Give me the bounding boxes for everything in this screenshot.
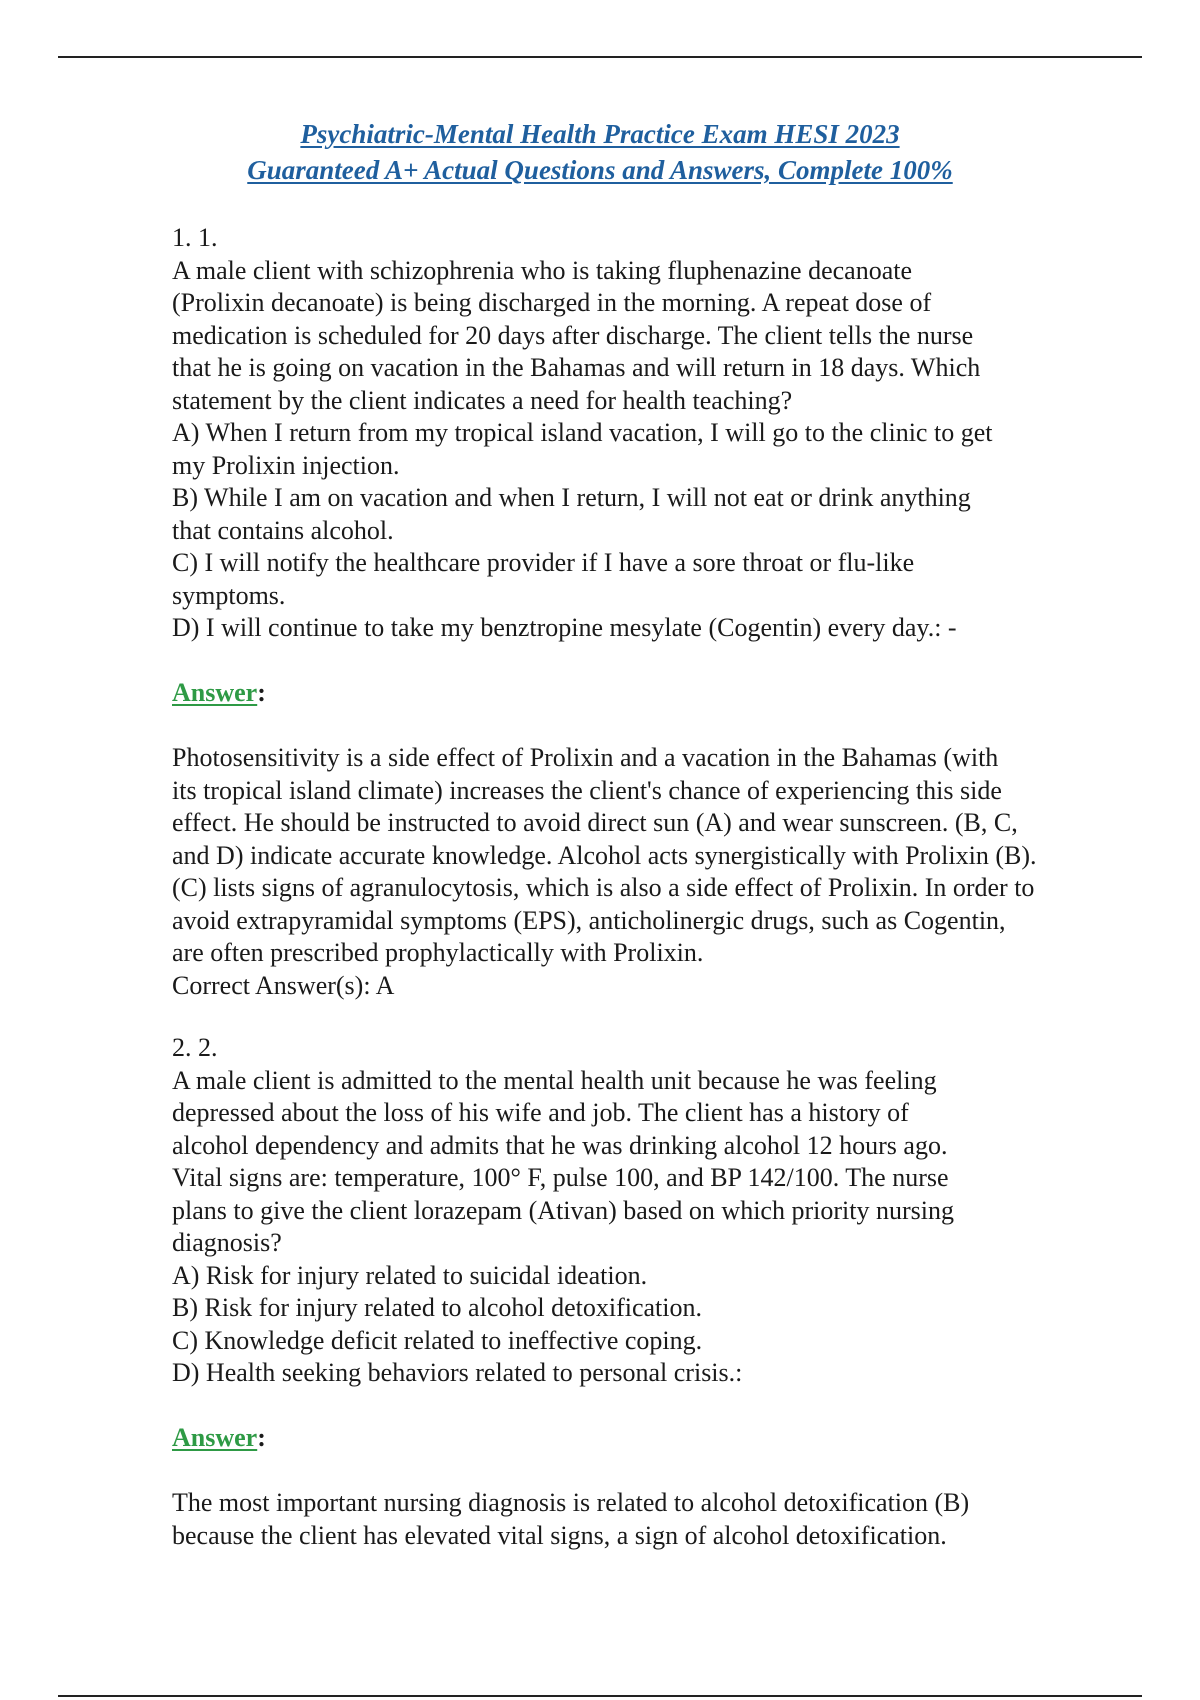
question-stem-line: A male client is admitted to the mental health unit because he was feeling [172, 1065, 937, 1095]
explanation-line: its tropical island climate) increases the client's chance of experiencing this side [172, 775, 1002, 805]
question-1 [172, 222, 1122, 1002]
spacer [172, 1455, 1122, 1488]
question-stem-line: alcohol dependency and admits that he was drinking alcohol 12 hours ago. [172, 1130, 948, 1160]
answer-label[interactable]: Answer [172, 1423, 258, 1452]
option-line: A) When I return from my tropical island vacation, I will go to the clinic to get [172, 418, 993, 447]
spacer [172, 710, 1122, 743]
question-stem-line: that he is going on vacation in the Bahamas and will return in 18 days. Which [172, 353, 981, 382]
question-stem-line: statement by the client indicates a need for health teaching? [172, 385, 793, 415]
explanation-line: The most important nursing diagnosis is related to alcohol detoxification (B) [172, 1488, 970, 1517]
option-line: A) Risk for injury related to suicidal ideation. [172, 1260, 648, 1290]
spacer [172, 645, 1122, 678]
explanation-line: and D) indicate accurate knowledge. Alcohol acts synergistically with Prolixin (B). [172, 840, 1037, 870]
question-stem-line: (Prolixin decanoate) is being discharged in the morning. A repeat dose of [172, 288, 932, 317]
explanation-line: Photosensitivity is a side effect of Prolixin and a vacation in the Bahamas (with [172, 743, 999, 772]
title-line-1[interactable]: Psychiatric-Mental Health Practice Exam HESI 2023 [300, 119, 900, 149]
option-line: B) While I am on vacation and when I return, I will not eat or drink anything [172, 483, 971, 512]
explanation-line: (C) lists signs of agranulocytosis, which is also a side effect of Prolixin. In order to [172, 873, 1035, 902]
explanation-line: effect. He should be instructed to avoid direct sun (A) and wear sunscreen. (B, C, [172, 808, 1018, 837]
question-stem-line: A male client with schizophrenia who is taking fluphenazine decanoate [172, 255, 913, 285]
bottom-rule [58, 1695, 1142, 1697]
explanation-line: avoid extrapyramidal symptoms (EPS), anticholinergic drugs, such as Cogentin, [172, 905, 1006, 935]
explanation-line: because the client has elevated vital signs, a sign of alcohol detoxification. [172, 1520, 947, 1550]
option-line: B) Risk for injury related to alcohol detoxification. [172, 1293, 702, 1322]
question-2 [172, 1032, 1122, 1552]
option-line: C) I will notify the healthcare provider if I have a sore throat or flu-like [172, 548, 915, 577]
question-stem-line: diagnosis? [172, 1228, 282, 1257]
answer-label[interactable]: Answer [172, 678, 258, 707]
option-line: C) Knowledge deficit related to ineffective coping. [172, 1325, 703, 1355]
option-line: my Prolixin injection. [172, 450, 400, 480]
answer-colon: : [257, 1423, 266, 1452]
question-stem-line: medication is scheduled for 20 days after discharge. The client tells the nurse [172, 320, 974, 350]
title-line-2[interactable]: Guaranteed A+ Actual Questions and Answers, Complete 100% [247, 155, 953, 185]
question-stem-line: depressed about the loss of his wife and job. The client has a history of [172, 1098, 909, 1127]
spacer [172, 1390, 1122, 1423]
answer-heading [172, 677, 1122, 710]
question-number: 2. 2. [172, 1033, 218, 1062]
question-number: 1. 1. [172, 223, 218, 252]
question-stem-line: Vital signs are: temperature, 100° F, pulse 100, and BP 142/100. The nurse [172, 1163, 949, 1192]
option-line: D) I will continue to take my benztropine mesylate (Cogentin) every day.: - [172, 613, 957, 642]
answer-colon: : [257, 678, 266, 707]
option-line: that contains alcohol. [172, 515, 394, 545]
document-title [0, 116, 1200, 188]
top-rule [58, 56, 1142, 58]
explanation-line: are often prescribed prophylactically with Prolixin. [172, 938, 704, 967]
option-line: D) Health seeking behaviors related to personal crisis.: [172, 1358, 743, 1387]
correct-answer: Correct Answer(s): A [172, 970, 395, 1000]
option-line: symptoms. [172, 580, 286, 610]
answer-heading [172, 1422, 1122, 1455]
question-stem-line: plans to give the client lorazepam (Ativan) based on which priority nursing [172, 1195, 954, 1225]
